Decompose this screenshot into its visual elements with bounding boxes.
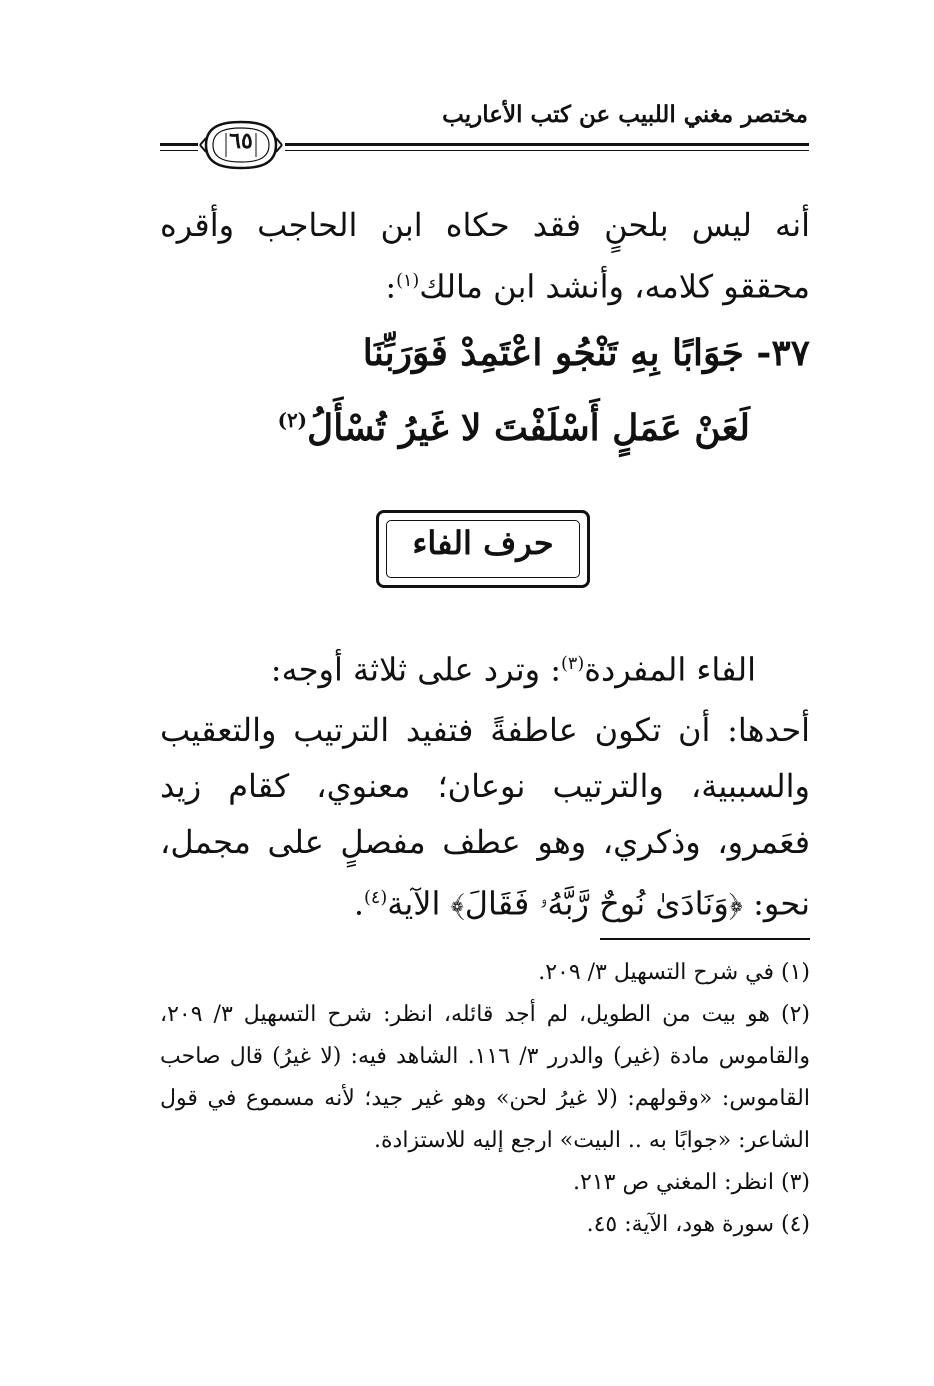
footnote-ref-1: (١) <box>396 271 420 291</box>
verse-line-1: ٣٧- جَوَابًا بِهِ تَنْجُو اعْتَمِدْ فَوَرَبِّنَا <box>362 332 810 374</box>
paragraph-2-text: أحدها: أن تكون عاطفةً فتفيد الترتيب والتعقيب والسببية، والترتيب نوعان؛ معنوي، كقام زيد فعَمرو، وذكري، وهو عطف مفصلٍ على مجمل، نحو: ﴿وَنَادَىٰ نُوحٌ رَّبَّهُۥ فَقَالَ﴾ الآية <box>160 711 810 923</box>
footnote-ref-3: (٣) <box>561 654 585 674</box>
paragraph-1-tail: : وترد على ثلاثة أوجه: <box>270 650 561 689</box>
footnote-ref-2: (٢) <box>277 408 308 432</box>
intro-text: أنه ليس بلحنٍ فقد حكاه ابن الحاجب وأقره محققو كلامه، وأنشد ابن مالك <box>160 206 810 306</box>
footnote-2: (٢) هو بيت من الطويل، لم أجد قائله، انظر: شرح التسهيل ٣/ ٢٠٩، والقاموس مادة (غير) والدرر ٣/ ١١٦. الشاهد فيه: (لا غيرُ) قال صاحب القاموس: «وقولهم: (لا غيرُ لحن» وهو غير جيد؛ لأنه مسموع في قول الشاعر: «جوابًا به .. البيت» ارجع إليه للاستزادة. <box>160 1002 810 1153</box>
header-rule <box>285 143 809 151</box>
footnote-3: (٣) انظر: المغني ص ٢١٣. <box>573 1170 810 1195</box>
paragraph-1-text: الفاء المفردة <box>584 650 756 689</box>
paragraph-2 <box>160 702 810 932</box>
section-heading: حرف الفاء <box>412 524 554 562</box>
header-rule-left <box>160 143 198 151</box>
paragraph-1 <box>160 636 810 698</box>
footnote-1: (١) في شرح التسهيل ٣/ ٢٠٩. <box>538 960 810 985</box>
verse-line-2-text: لَعَنْ عَمَلٍ أَسْلَفْتَ لا غَيرُ تُسْأَلُ <box>307 407 750 449</box>
footnote-ref-4: (٤) <box>364 888 388 908</box>
intro-paragraph <box>160 197 810 315</box>
page-number: ٦٥ <box>229 128 253 154</box>
running-title: مختصر مغني اللبيب عن كتب الأعاريب <box>442 101 808 128</box>
footnote-separator <box>600 938 810 940</box>
verse-line-2 <box>160 390 810 458</box>
footnote-4: (٤) سورة هود، الآية: ٤٥. <box>586 1212 810 1237</box>
footnotes <box>160 952 810 1246</box>
paragraph-2-tail: . <box>353 884 364 923</box>
intro-tail: : <box>385 267 397 306</box>
